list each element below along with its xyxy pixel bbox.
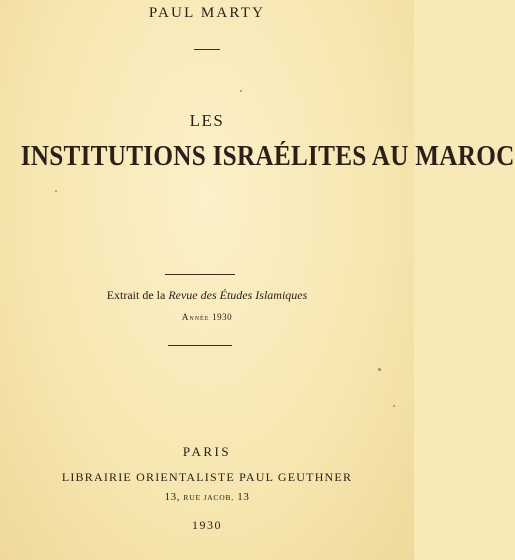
divider-rule-top — [194, 49, 220, 50]
imprint-address — [0, 491, 414, 503]
divider-rule-extract-bottom — [168, 345, 232, 346]
year-label: Année — [181, 312, 210, 322]
extract-lead: Extrait de la — [106, 288, 166, 302]
paper-speck — [393, 405, 395, 407]
extract-year — [0, 312, 414, 322]
year-value: 1930 — [212, 312, 233, 322]
imprint-publisher: LIBRAIRIE ORIENTALISTE PAUL GEUTHNER — [61, 470, 353, 484]
street-name: RUE JACOB, — [183, 493, 234, 502]
paper-speck — [55, 190, 57, 192]
divider-rule-extract-top — [165, 274, 235, 275]
paper-speck — [378, 368, 381, 371]
imprint-year: 1930 — [192, 518, 222, 532]
extract-note — [0, 288, 414, 303]
author-name: PAUL MARTY — [148, 5, 266, 21]
street-number-first: 13, — [164, 491, 181, 503]
title-prefix: LES — [189, 111, 225, 130]
journal-name: Revue des Études Islamiques — [168, 288, 308, 302]
street-number-second: 13 — [237, 491, 250, 503]
imprint-city: PARIS — [182, 444, 232, 459]
book-title: INSTITUTIONS ISRAÉLITES AU MAROC — [20, 141, 515, 172]
paper-speck — [240, 90, 242, 92]
